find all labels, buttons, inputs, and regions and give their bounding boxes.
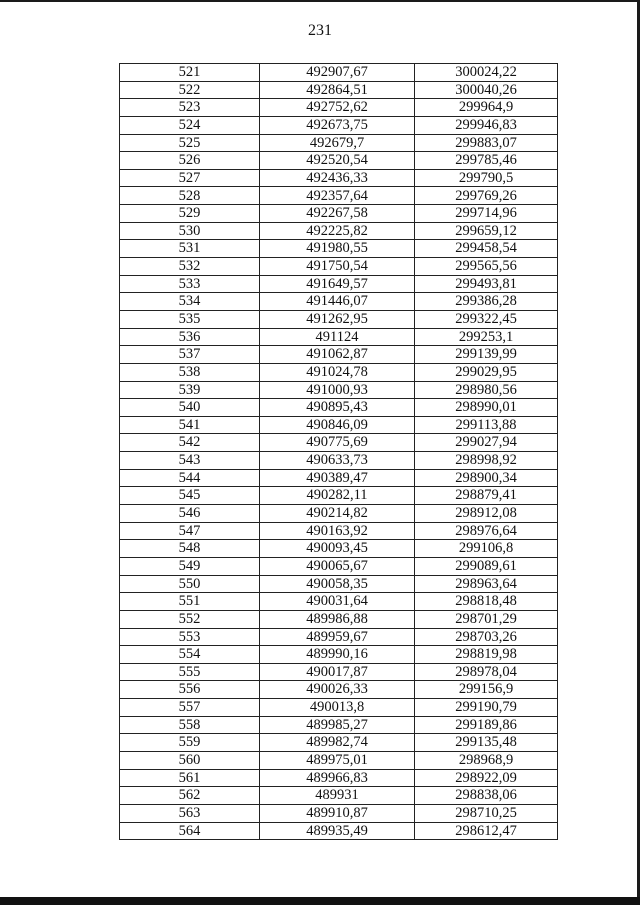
point-number-cell: 531	[120, 240, 260, 258]
x-coordinate-cell: 492673,75	[260, 116, 415, 134]
table-row	[120, 222, 558, 240]
x-coordinate-cell: 492679,7	[260, 134, 415, 152]
x-coordinate-cell: 492436,33	[260, 169, 415, 187]
y-coordinate-cell: 299089,61	[415, 557, 558, 575]
y-coordinate-cell: 298990,01	[415, 399, 558, 417]
point-number-cell: 562	[120, 787, 260, 805]
point-number-cell: 543	[120, 452, 260, 470]
point-number-cell: 537	[120, 346, 260, 364]
point-number-cell: 550	[120, 575, 260, 593]
y-coordinate-cell: 298818,48	[415, 593, 558, 611]
table-row	[120, 751, 558, 769]
x-coordinate-cell: 489982,74	[260, 734, 415, 752]
point-number-cell: 540	[120, 399, 260, 417]
point-number-cell: 529	[120, 205, 260, 223]
y-coordinate-cell: 298819,98	[415, 646, 558, 664]
table-row	[120, 628, 558, 646]
y-coordinate-cell: 298612,47	[415, 822, 558, 840]
y-coordinate-cell: 299458,54	[415, 240, 558, 258]
table-row	[120, 240, 558, 258]
x-coordinate-cell: 489985,27	[260, 716, 415, 734]
table-row	[120, 469, 558, 487]
x-coordinate-cell: 490163,92	[260, 522, 415, 540]
x-coordinate-cell: 491124	[260, 328, 415, 346]
point-number-cell: 522	[120, 81, 260, 99]
point-number-cell: 553	[120, 628, 260, 646]
x-coordinate-cell: 490282,11	[260, 487, 415, 505]
x-coordinate-cell: 489986,88	[260, 610, 415, 628]
table-row	[120, 169, 558, 187]
point-number-cell: 535	[120, 310, 260, 328]
y-coordinate-cell: 299027,94	[415, 434, 558, 452]
table-row	[120, 540, 558, 558]
point-number-cell: 536	[120, 328, 260, 346]
x-coordinate-cell: 489931	[260, 787, 415, 805]
y-coordinate-cell: 298703,26	[415, 628, 558, 646]
point-number-cell: 533	[120, 275, 260, 293]
table-row	[120, 187, 558, 205]
y-coordinate-cell: 298838,06	[415, 787, 558, 805]
x-coordinate-cell: 491750,54	[260, 258, 415, 276]
point-number-cell: 555	[120, 663, 260, 681]
y-coordinate-cell: 298879,41	[415, 487, 558, 505]
y-coordinate-cell: 299029,95	[415, 363, 558, 381]
page-bottom-border	[0, 897, 640, 905]
x-coordinate-cell: 490895,43	[260, 399, 415, 417]
x-coordinate-cell: 490065,67	[260, 557, 415, 575]
y-coordinate-cell: 298963,64	[415, 575, 558, 593]
y-coordinate-cell: 300040,26	[415, 81, 558, 99]
x-coordinate-cell: 489959,67	[260, 628, 415, 646]
point-number-cell: 545	[120, 487, 260, 505]
table-row	[120, 434, 558, 452]
point-number-cell: 551	[120, 593, 260, 611]
table-row	[120, 699, 558, 717]
x-coordinate-cell: 489910,87	[260, 804, 415, 822]
table-row	[120, 522, 558, 540]
x-coordinate-cell: 489975,01	[260, 751, 415, 769]
point-number-cell: 547	[120, 522, 260, 540]
point-number-cell: 557	[120, 699, 260, 717]
y-coordinate-cell: 298998,92	[415, 452, 558, 470]
x-coordinate-cell: 489990,16	[260, 646, 415, 664]
y-coordinate-cell: 298900,34	[415, 469, 558, 487]
coordinates-table-body	[120, 64, 558, 840]
table-row	[120, 505, 558, 523]
x-coordinate-cell: 490013,8	[260, 699, 415, 717]
y-coordinate-cell: 299493,81	[415, 275, 558, 293]
x-coordinate-cell: 491649,57	[260, 275, 415, 293]
x-coordinate-cell: 490017,87	[260, 663, 415, 681]
y-coordinate-cell: 299790,5	[415, 169, 558, 187]
y-coordinate-cell: 299322,45	[415, 310, 558, 328]
table-row	[120, 734, 558, 752]
x-coordinate-cell: 490633,73	[260, 452, 415, 470]
y-coordinate-cell: 298912,08	[415, 505, 558, 523]
table-row	[120, 452, 558, 470]
y-coordinate-cell: 298968,9	[415, 751, 558, 769]
point-number-cell: 563	[120, 804, 260, 822]
point-number-cell: 528	[120, 187, 260, 205]
point-number-cell: 546	[120, 505, 260, 523]
table-row	[120, 116, 558, 134]
y-coordinate-cell: 299785,46	[415, 152, 558, 170]
x-coordinate-cell: 489966,83	[260, 769, 415, 787]
y-coordinate-cell: 299386,28	[415, 293, 558, 311]
table-row	[120, 804, 558, 822]
page-top-border	[0, 0, 640, 2]
point-number-cell: 539	[120, 381, 260, 399]
table-row	[120, 64, 558, 82]
x-coordinate-cell: 490058,35	[260, 575, 415, 593]
y-coordinate-cell: 299714,96	[415, 205, 558, 223]
table-row	[120, 557, 558, 575]
y-coordinate-cell: 298922,09	[415, 769, 558, 787]
table-row	[120, 646, 558, 664]
point-number-cell: 554	[120, 646, 260, 664]
x-coordinate-cell: 492520,54	[260, 152, 415, 170]
point-number-cell: 521	[120, 64, 260, 82]
point-number-cell: 564	[120, 822, 260, 840]
point-number-cell: 548	[120, 540, 260, 558]
table-row	[120, 575, 558, 593]
y-coordinate-cell: 299156,9	[415, 681, 558, 699]
coordinates-table	[119, 63, 558, 840]
x-coordinate-cell: 491446,07	[260, 293, 415, 311]
y-coordinate-cell: 299106,8	[415, 540, 558, 558]
y-coordinate-cell: 299946,83	[415, 116, 558, 134]
y-coordinate-cell: 299190,79	[415, 699, 558, 717]
x-coordinate-cell: 490214,82	[260, 505, 415, 523]
x-coordinate-cell: 492752,62	[260, 99, 415, 117]
x-coordinate-cell: 490846,09	[260, 416, 415, 434]
y-coordinate-cell: 299139,99	[415, 346, 558, 364]
point-number-cell: 527	[120, 169, 260, 187]
table-row	[120, 99, 558, 117]
point-number-cell: 538	[120, 363, 260, 381]
y-coordinate-cell: 298980,56	[415, 381, 558, 399]
x-coordinate-cell: 492225,82	[260, 222, 415, 240]
table-row	[120, 487, 558, 505]
point-number-cell: 524	[120, 116, 260, 134]
point-number-cell: 556	[120, 681, 260, 699]
table-row	[120, 787, 558, 805]
point-number-cell: 532	[120, 258, 260, 276]
table-row	[120, 681, 558, 699]
y-coordinate-cell: 298976,64	[415, 522, 558, 540]
y-coordinate-cell: 298978,04	[415, 663, 558, 681]
table-row	[120, 363, 558, 381]
y-coordinate-cell: 299883,07	[415, 134, 558, 152]
point-number-cell: 525	[120, 134, 260, 152]
point-number-cell: 560	[120, 751, 260, 769]
x-coordinate-cell: 492864,51	[260, 81, 415, 99]
x-coordinate-cell: 491980,55	[260, 240, 415, 258]
y-coordinate-cell: 299659,12	[415, 222, 558, 240]
table-row	[120, 134, 558, 152]
x-coordinate-cell: 491024,78	[260, 363, 415, 381]
x-coordinate-cell: 492267,58	[260, 205, 415, 223]
x-coordinate-cell: 490031,64	[260, 593, 415, 611]
table-row	[120, 610, 558, 628]
y-coordinate-cell: 299135,48	[415, 734, 558, 752]
y-coordinate-cell: 298710,25	[415, 804, 558, 822]
y-coordinate-cell: 299253,1	[415, 328, 558, 346]
y-coordinate-cell: 300024,22	[415, 64, 558, 82]
y-coordinate-cell: 298701,29	[415, 610, 558, 628]
table-row	[120, 205, 558, 223]
point-number-cell: 558	[120, 716, 260, 734]
table-row	[120, 346, 558, 364]
table-row	[120, 328, 558, 346]
x-coordinate-cell: 489935,49	[260, 822, 415, 840]
table-row	[120, 416, 558, 434]
y-coordinate-cell: 299565,56	[415, 258, 558, 276]
x-coordinate-cell: 490389,47	[260, 469, 415, 487]
table-row	[120, 593, 558, 611]
point-number-cell: 530	[120, 222, 260, 240]
y-coordinate-cell: 299189,86	[415, 716, 558, 734]
x-coordinate-cell: 490093,45	[260, 540, 415, 558]
x-coordinate-cell: 491000,93	[260, 381, 415, 399]
point-number-cell: 549	[120, 557, 260, 575]
point-number-cell: 552	[120, 610, 260, 628]
point-number-cell: 544	[120, 469, 260, 487]
page-number: 231	[308, 22, 332, 39]
point-number-cell: 523	[120, 99, 260, 117]
table-row	[120, 399, 558, 417]
x-coordinate-cell: 490775,69	[260, 434, 415, 452]
point-number-cell: 526	[120, 152, 260, 170]
table-row	[120, 769, 558, 787]
y-coordinate-cell: 299769,26	[415, 187, 558, 205]
table-row	[120, 822, 558, 840]
y-coordinate-cell: 299113,88	[415, 416, 558, 434]
table-row	[120, 152, 558, 170]
x-coordinate-cell: 492357,64	[260, 187, 415, 205]
x-coordinate-cell: 492907,67	[260, 64, 415, 82]
point-number-cell: 534	[120, 293, 260, 311]
x-coordinate-cell: 491262,95	[260, 310, 415, 328]
x-coordinate-cell: 491062,87	[260, 346, 415, 364]
table-row	[120, 293, 558, 311]
table-row	[120, 258, 558, 276]
table-row	[120, 310, 558, 328]
table-row	[120, 275, 558, 293]
point-number-cell: 559	[120, 734, 260, 752]
table-row	[120, 716, 558, 734]
point-number-cell: 541	[120, 416, 260, 434]
table-row	[120, 663, 558, 681]
table-row	[120, 81, 558, 99]
point-number-cell: 542	[120, 434, 260, 452]
table-row	[120, 381, 558, 399]
point-number-cell: 561	[120, 769, 260, 787]
x-coordinate-cell: 490026,33	[260, 681, 415, 699]
y-coordinate-cell: 299964,9	[415, 99, 558, 117]
